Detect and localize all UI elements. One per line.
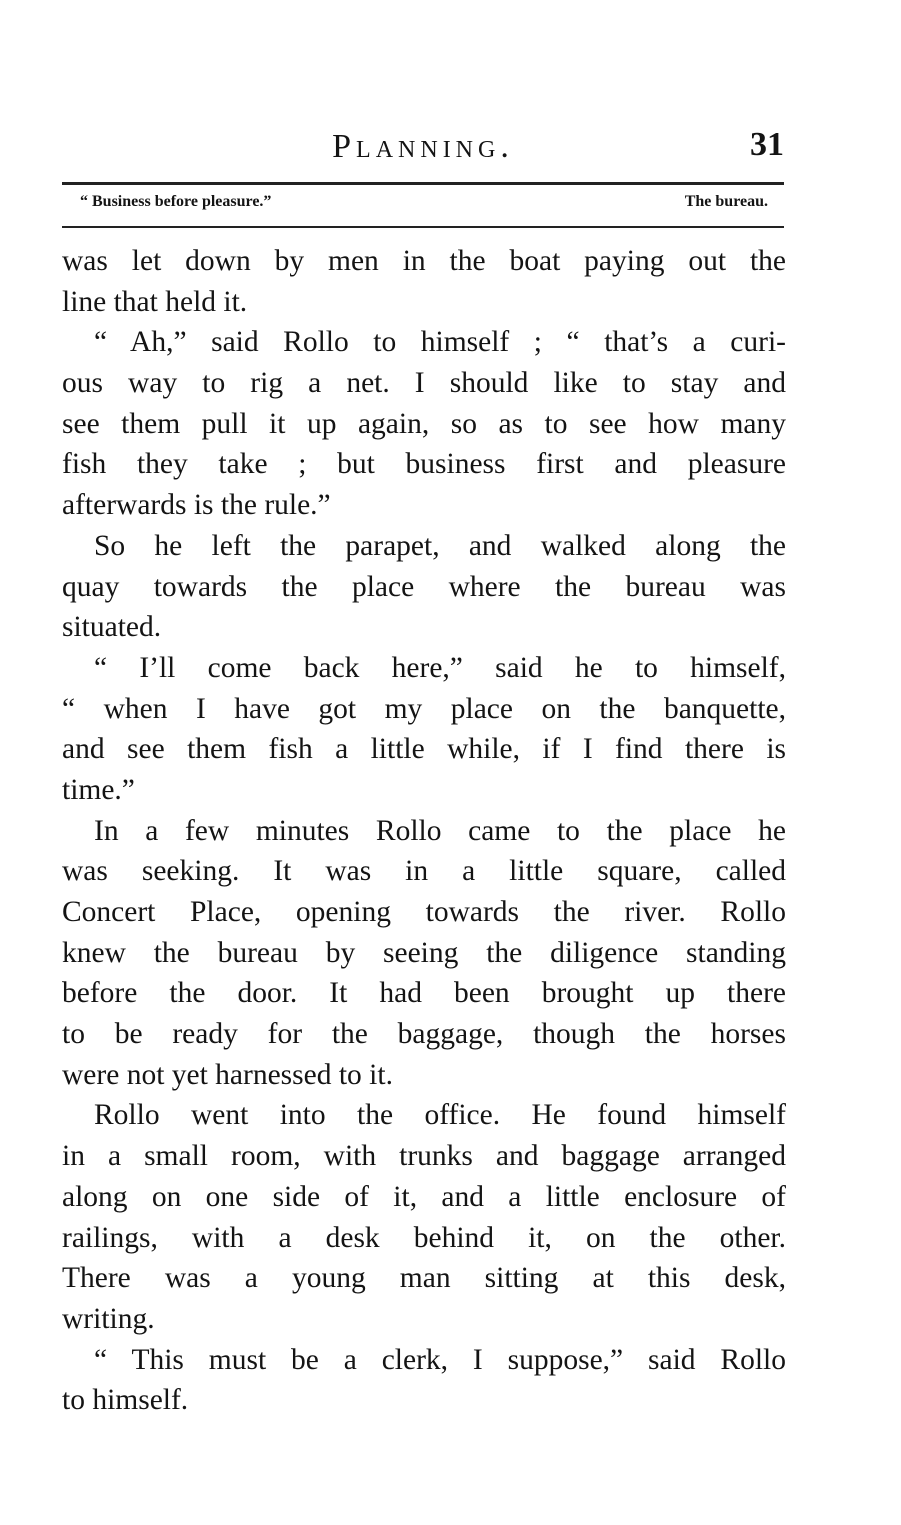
- subhead: [80, 193, 768, 219]
- text-line: was seeking. It was in a little square, called: [62, 855, 786, 888]
- text-line: in a small room, with trunks and baggage arranged: [62, 1140, 786, 1173]
- subhead-right: The bureau.: [684, 193, 768, 210]
- text-line: writing.: [62, 1302, 155, 1335]
- text-line: time.”: [62, 773, 135, 806]
- text-line: So he left the parapet, and walked along the: [94, 529, 786, 562]
- text-line: knew the bureau by seeing the diligence standing: [62, 936, 786, 969]
- text-line: “ This must be a clerk, I suppose,” said Rollo: [94, 1343, 786, 1376]
- text-line: ous way to rig a net. I should like to stay and: [62, 367, 786, 400]
- text-line: quay towards the place where the bureau was: [62, 570, 786, 603]
- text-line: Concert Place, opening towards the river. Rollo: [62, 896, 786, 928]
- text-line: “ I’ll come back here,” said he to himself,: [94, 651, 786, 684]
- text-line: see them pull it up again, so as to see how many: [62, 407, 786, 440]
- text-line: along on one side of it, and a little enclosure of: [62, 1180, 786, 1213]
- text-line: afterwards is the rule.”: [62, 489, 331, 522]
- text-line: and see them fish a little while, if I find there is: [62, 733, 786, 766]
- subhead-left: “ Business before pleasure.”: [80, 193, 272, 210]
- text-line: fish they take ; but business first and pleasure: [62, 448, 786, 481]
- page-number: 31: [750, 126, 784, 163]
- text-line: “ when I have got my place on the banquette,: [62, 692, 786, 725]
- chapter-title: Planning.: [332, 128, 514, 165]
- header-rule-bottom: [62, 226, 784, 228]
- body-text: [62, 241, 786, 1421]
- text-line: was let down by men in the boat paying out the: [62, 245, 786, 277]
- running-head: [62, 122, 784, 172]
- text-line: “ Ah,” said Rollo to himself ; “ that’s a curi-: [94, 326, 786, 359]
- text-line: Rollo went into the office. He found himself: [94, 1099, 786, 1132]
- text-line: situated.: [62, 611, 162, 644]
- text-line: In a few minutes Rollo came to the place he: [94, 814, 786, 847]
- header-rule-top: [62, 182, 784, 185]
- text-line: to himself.: [62, 1384, 189, 1417]
- text-line: were not yet harnessed to it.: [62, 1058, 393, 1091]
- text-line: railings, with a desk behind it, on the other.: [62, 1221, 786, 1254]
- text-line: to be ready for the baggage, though the horses: [62, 1018, 786, 1051]
- text-line: There was a young man sitting at this desk,: [62, 1262, 786, 1295]
- text-line: line that held it.: [62, 285, 248, 318]
- text-line: before the door. It had been brought up there: [62, 977, 786, 1010]
